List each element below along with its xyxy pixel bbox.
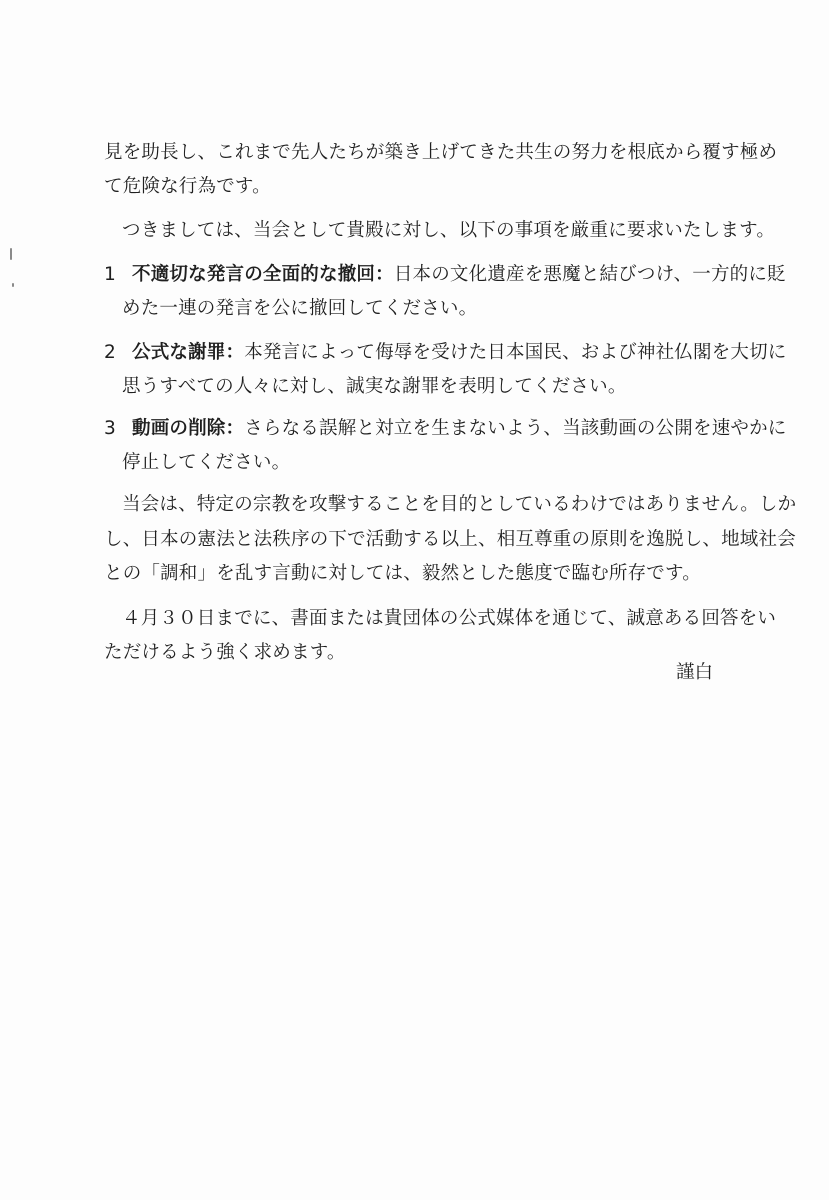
item-text-continued: 思うすべての人々に対し、誠実な謝罪を表明してください。 [122, 376, 627, 397]
paragraph-line: 見を助長し、これまで先人たちが築き上げてきた共生の努力を根底から覆す極め [104, 142, 778, 163]
request-item-1 [104, 263, 786, 287]
paragraph-line: ４月３０日までに、書面または貴団体の公式媒体を通じて、誠意ある回答をい [122, 608, 777, 629]
request-item-2 [104, 341, 787, 365]
paragraph-line: つきましては、当会として貴殿に対し、以下の事項を厳重に要求いたします。 [122, 220, 776, 241]
item-number: 3 [104, 418, 116, 439]
item-number: 1 [104, 264, 116, 285]
paragraph-line: て危険な行為です。 [104, 176, 271, 197]
item-text: 日本の文化遺産を悪魔と結びつけ、一方的に貶 [393, 264, 786, 285]
closing-phrase: 謹白 [676, 662, 714, 683]
paragraph-line: ただけるよう強く求めます。 [104, 642, 346, 663]
item-text: 本発言によって侮辱を受けた日本国民、および神社仏閣を大切に [244, 342, 787, 363]
item-text-continued: 停止してください。 [122, 452, 291, 473]
item-number: 2 [104, 342, 116, 363]
item-text: さらなる誤解と対立を生まないよう、当該動画の公開を速やかに [244, 418, 787, 439]
item-title: 不適切な発言の全面的な撤回： [132, 264, 394, 285]
item-title: 動画の削除： [132, 418, 245, 439]
paragraph-line: し、日本の憲法と法秩序の下で活動する以上、相互尊重の原則を逸脱し、地域社会 [104, 529, 796, 550]
request-item-3 [104, 417, 787, 441]
paragraph-line: との「調和」を乱す言動に対しては、毅然とした態度で臨む所存です。 [104, 563, 701, 584]
paragraph-line: 当会は、特定の宗教を攻撃することを目的としているわけではありません。しか [122, 494, 797, 515]
scan-mark [12, 283, 14, 287]
scan-mark [10, 248, 12, 260]
item-text-continued: めた一連の発言を公に撤回してください。 [122, 298, 478, 319]
item-title: 公式な謝罪： [132, 342, 245, 363]
